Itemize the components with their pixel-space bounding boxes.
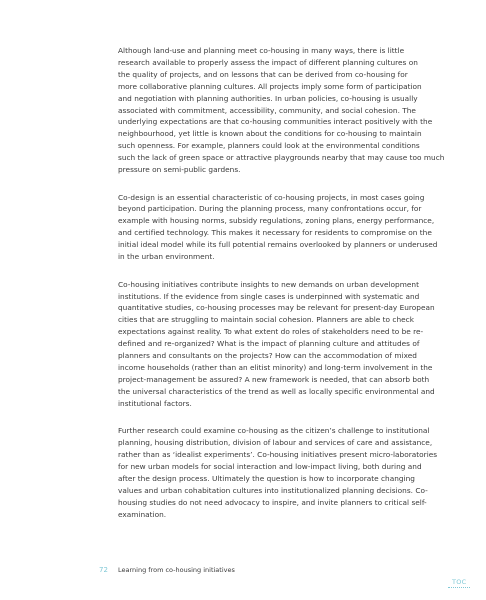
text-line: quantitative studies, co-housing processes may be relevant for present-day European [118,303,435,313]
text-line: beyond participation. During the planning process, many confrontations occur, for [118,204,422,214]
text-line: research available to properly assess the impact of different planning cultures on [118,57,418,67]
text-line: cities that are struggling to maintain social cohesion. Planners are able to check [118,315,414,325]
text-line: planning, housing distribution, division of labour and services of care and assistance, [118,438,433,448]
text-line: examination. [118,509,167,519]
text-line: neighbourhood, yet little is known about the conditions for co-housing to maintain [118,129,422,139]
text-line: and negotiation with planning authorities. In urban policies, co-housing is usually [118,93,418,103]
text-line: Further research could examine co-housing as the citizen’s challenge to institutional [118,426,430,436]
page-number: 72 [99,566,108,574]
body-paragraph [118,425,438,520]
text-line: Co-design is an essential characteristic of co-housing projects, in most cases going [118,192,425,202]
main-content [118,45,445,536]
text-line: income households (rather than an elitist minority) and long-term involvement in the [118,362,433,372]
body-paragraph [118,279,435,410]
text-line: project-management be assured? A new framework is needed, that can absorb both [118,374,430,384]
text-line: Although land-use and planning meet co-housing in many ways, there is little [118,46,405,55]
text-line: expectations against reality. To what extent do roles of stakeholders need to be re- [118,327,424,337]
toc-link-underline [448,587,470,588]
text-line: rather than as ‘idealist experiments’. Co-housing initiatives present micro-laboratories [118,449,438,459]
text-line: such the lack of green space or attractive playgrounds nearby that may cause too much [118,153,445,163]
text-line: underlying expectations are that co-housing communities interact positively with the [118,117,433,127]
text-line: institutional factors. [118,398,192,408]
text-line: planners and consultants on the projects? How can the accommodation of mixed [118,351,417,361]
text-line: values and urban cohabitation cultures into institutionalized planning decisions. Co- [118,485,428,495]
running-title: Learning from co-housing initiatives [118,566,235,574]
text-line: defined and re-organized? What is the impact of planning culture and attitudes of [118,339,420,349]
body-paragraph [118,192,438,263]
text-line: in the urban environment. [118,252,215,262]
text-line: and certified technology. This makes it necessary for residents to compromise on the [118,228,432,238]
text-line: associated with commitment, accessibility, community, and social cohesion. The [118,105,416,115]
text-line: the quality of projects, and on lessons that can be derived from co-housing for [118,69,408,79]
text-line: Co-housing initiatives contribute insights to new demands on urban development [118,279,419,289]
text-line: for new urban models for social interaction and low-impact living, both during and [118,461,422,471]
text-line: pressure on semi-public gardens. [118,165,241,175]
text-line: the universal characteristics of the trend as well as locally specific environmental and [118,386,435,396]
text-line: housing studies do not need advocacy to inspire, and invite planners to critical self- [118,497,427,507]
toc-link[interactable]: TOC [452,578,467,586]
body-paragraph [118,45,445,176]
text-line: initial ideal model while its full potential remains overlooked by planners or underused [118,240,438,250]
text-line: example with housing norms, subsidy regulations, zoning plans, energy performance, [118,216,435,226]
text-line: institutions. If the evidence from single cases is underpinned with systematic and [118,291,420,301]
text-line: more collaborative planning cultures. All projects imply some form of participation [118,81,422,91]
text-line: after the design process. Ultimately the question is how to incorporate changing [118,473,415,483]
text-line: such openness. For example, planners could look at the environmental conditions [118,141,420,151]
